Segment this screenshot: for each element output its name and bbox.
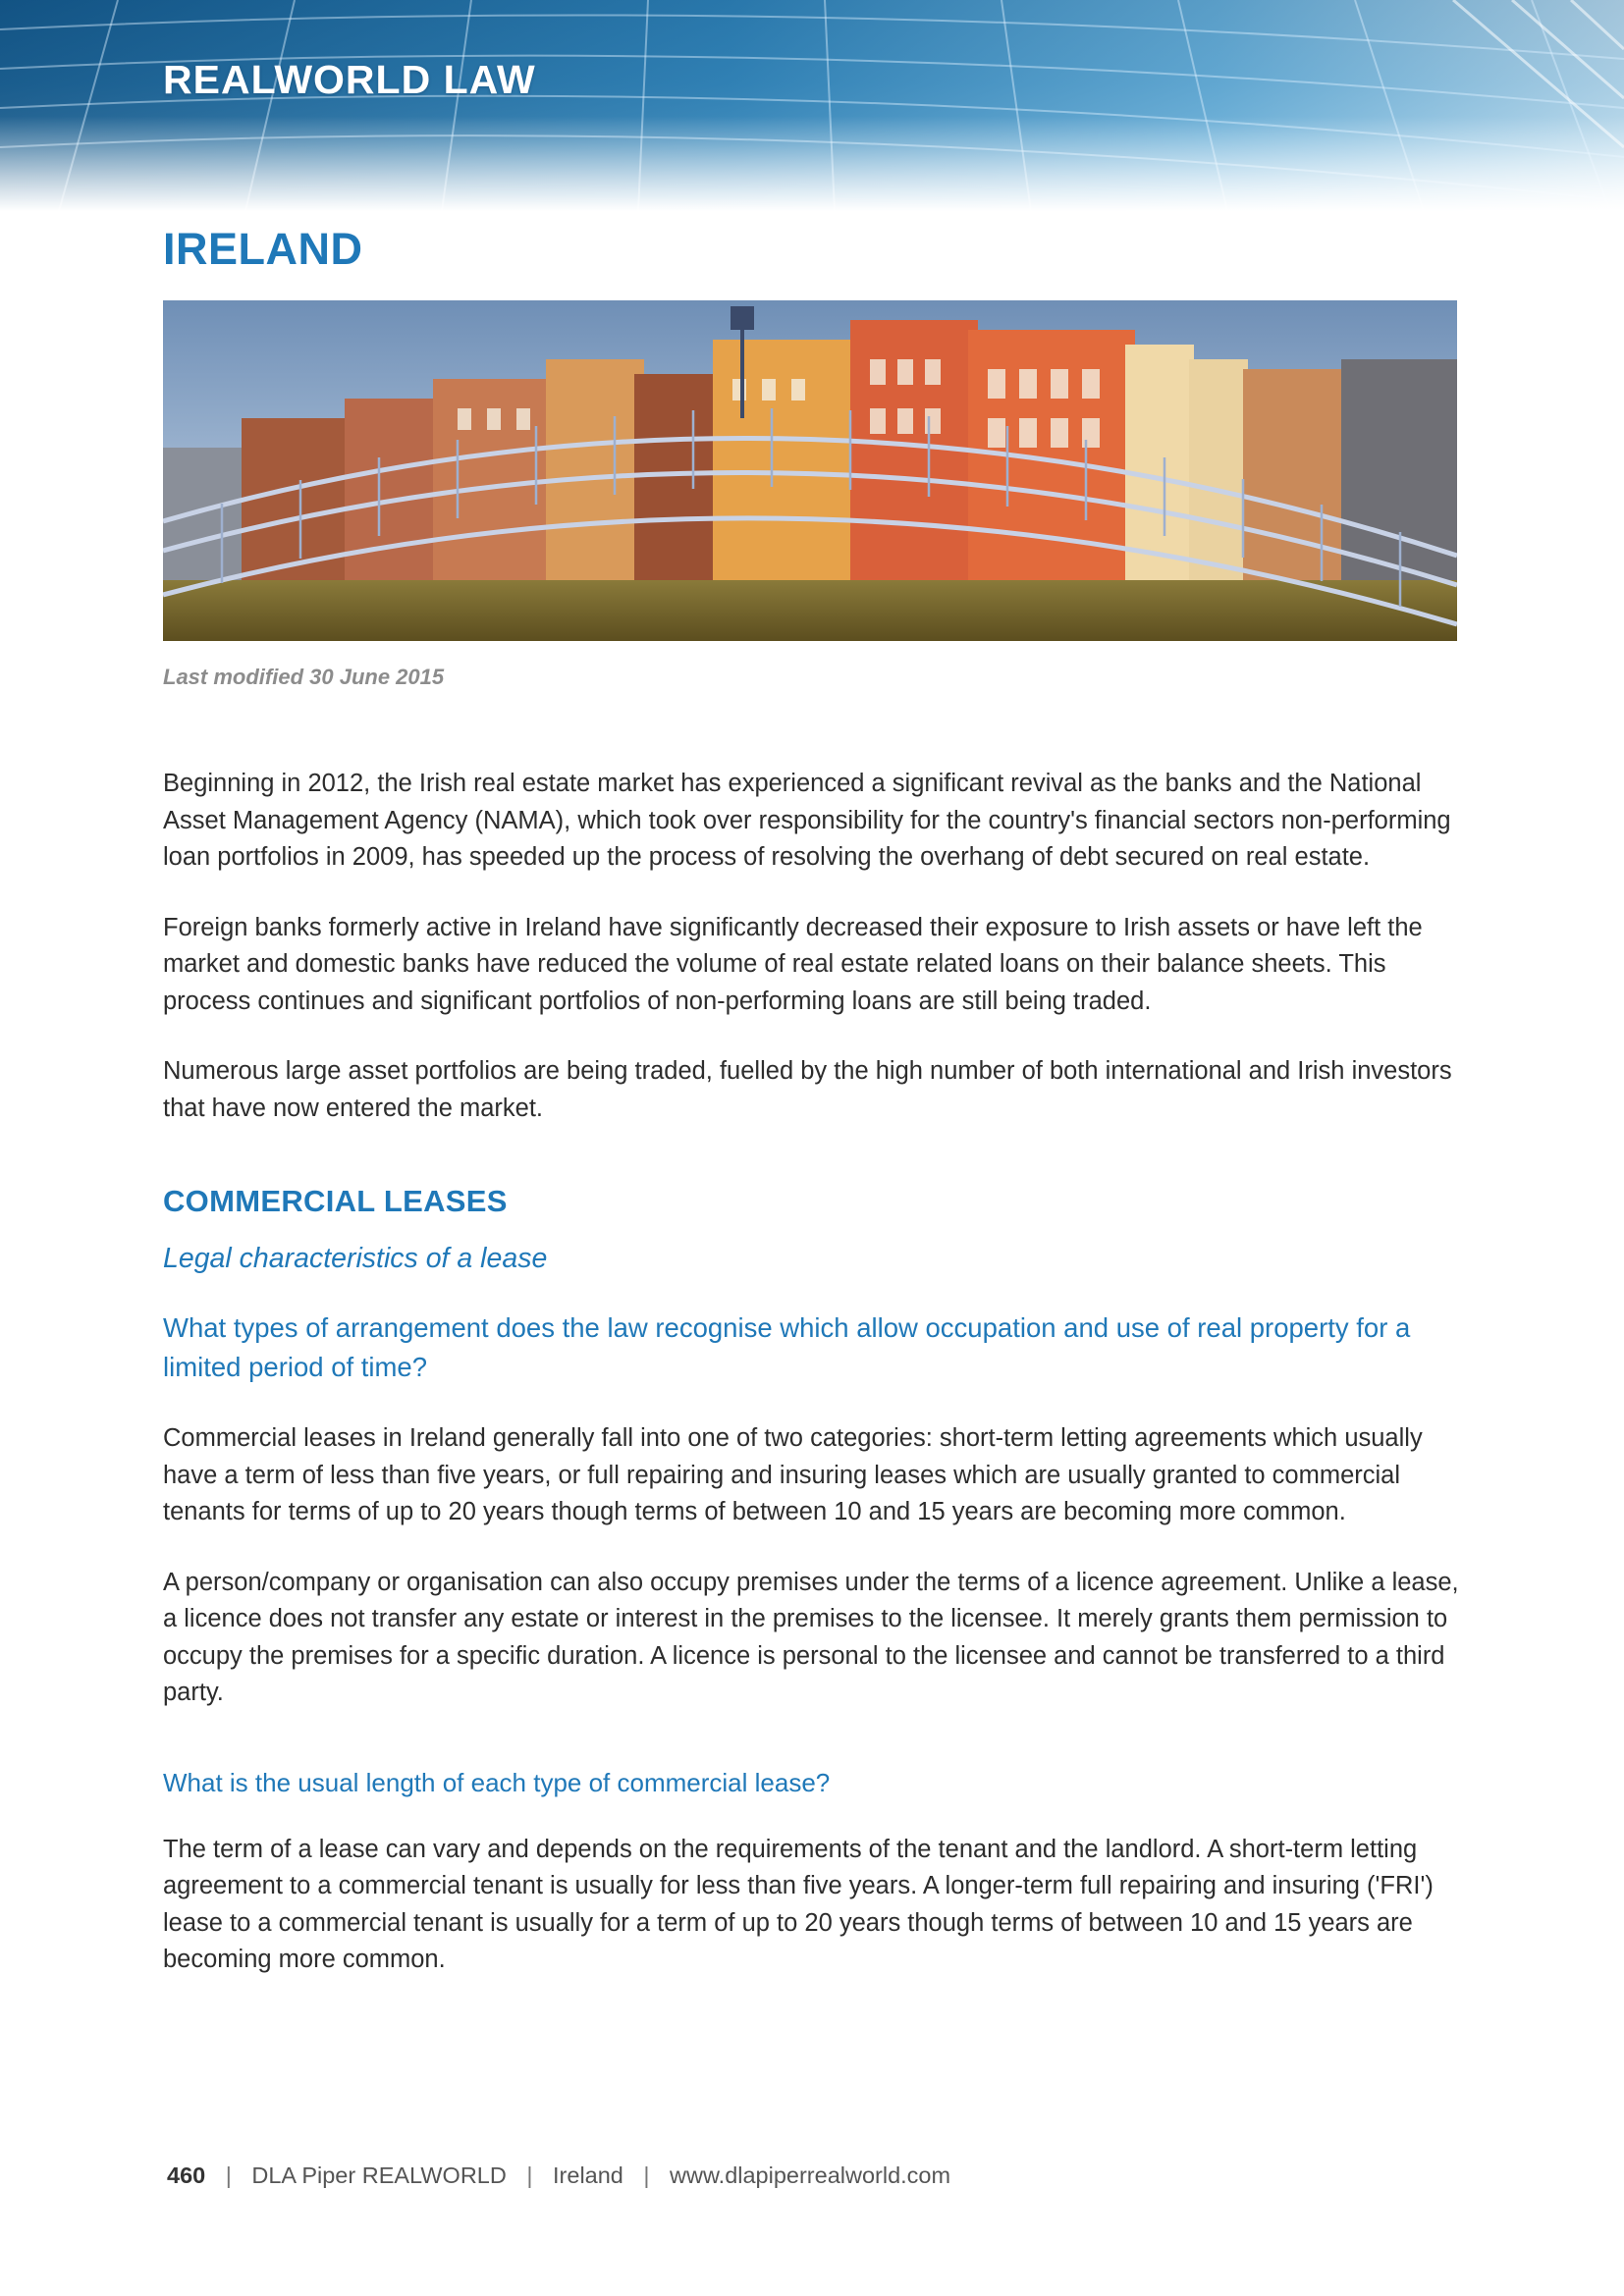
banner-title: REALWORLD LAW [163,57,536,102]
page-number: 460 [167,2163,206,2188]
footer-publisher: DLA Piper REALWORLD [251,2163,507,2188]
article-body [163,766,1479,2012]
last-modified-date: Last modified 30 June 2015 [163,665,445,689]
page-title: IRELAND [163,224,363,274]
answer-2-paragraph-1: The term of a lease can vary and depends on the requirements of the tenant and the landlord. A short-term letting agreement to a commercial tenant is usually for less than five years. A longer-term full repairing and insuring ('FRI') lease to a commercial tenant is usually for a term of up to 20 years though terms of between 10 and 15 years are becoming more common. [163,1835,1434,1973]
answer-1-paragraph-2: A person/company or organisation can also occupy premises under the terms of a licence agreement. Unlike a lease, a licence does not transfer any estate or interest in the premises to the licensee. It merely grants them permission to occupy the premises for a specific duration. A licence is personal to the licensee and cannot be transferred to a third party. [163,1568,1459,1706]
footer-separator: | [225,2163,232,2188]
footer-separator: | [526,2163,533,2188]
glass-building-graphic [0,0,1624,211]
question-1: What types of arrangement does the law recognise which allow occupation and use of real property for a limited period of time? [163,1312,1411,1382]
header-banner [0,0,1624,211]
intro-paragraph-2: Foreign banks formerly active in Ireland have significantly decreased their exposure to Irish assets or have left the market and domestic banks have reduced the volume of real estate related loans on their balance sheets. This process continues and significant portfolios of non-performing loans are still being traded. [163,913,1423,1015]
intro-paragraph-3: Numerous large asset portfolios are being traded, fuelled by the high number of both international and Irish investors that have now entered the market. [163,1057,1452,1122]
hero-image [163,300,1457,641]
footer-separator: | [643,2163,650,2188]
footer-country: Ireland [553,2163,623,2188]
footer-website-link[interactable]: www.dlapiperrealworld.com [670,2163,951,2188]
answer-1-paragraph-1: Commercial leases in Ireland generally fall into one of two categories: short-term letting agreements which usually have a term of less than five years, or full repairing and insuring leases which are usually granted to commercial tenants for terms of up to 20 years though terms of between 10 and 15 years are becoming more common. [163,1424,1423,1525]
question-2: What is the usual length of each type of commercial lease? [163,1767,831,1797]
section-heading: COMMERCIAL LEASES [163,1184,508,1218]
section-subheading: Legal characteristics of a lease [163,1243,548,1274]
page-footer [167,2163,950,2189]
intro-paragraph-1: Beginning in 2012, the Irish real estate market has experienced a significant revival as the banks and the National Asset Management Agency (NAMA), which took over responsibility for the country's financial sectors non-performing loan portfolios in 2009, has speeded up the process of resolving the overhang of debt secured on real estate. [163,770,1451,871]
